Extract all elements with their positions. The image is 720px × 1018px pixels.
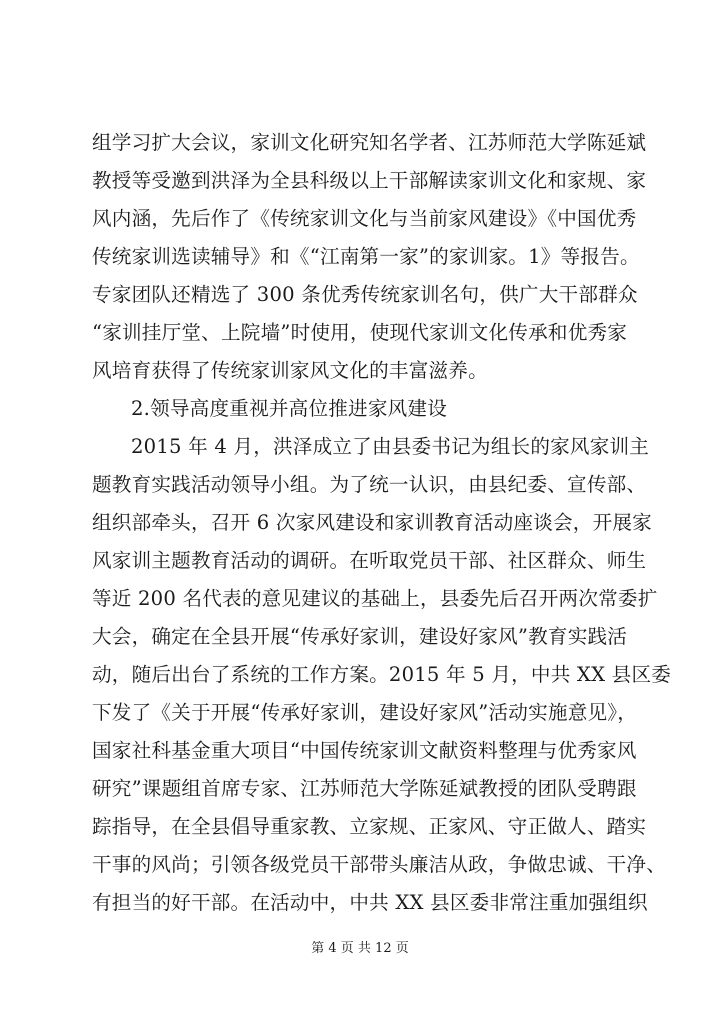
paragraph-line: 有担当的好干部。在活动中，中共 XX 县区委非常注重加强组织 [92, 891, 648, 914]
paragraph-line: 传统家训选读辅导》和《“江南第一家”的家训家。1》等报告。 [92, 245, 640, 268]
paragraph-line: 干事的风尚；引领各级党员干部带头廉洁从政，争做忠诚、干净、 [92, 853, 667, 876]
paragraph-line: 风家训主题教育活动的调研。在听取党员干部、社区群众、师生 [92, 549, 647, 572]
paragraph-line: 风内涵，先后作了《传统家训文化与当前家风建设》《中国优秀 [92, 207, 637, 230]
paragraph-line: 题教育实践活动领导小组。为了统一认识，由县纪委、宣传部、 [92, 473, 647, 496]
paragraph-line: 组学习扩大会议，家训文化研究知名学者、江苏师范大学陈延斌 [92, 131, 647, 154]
paragraph-line: 国家社科基金重大项目“中国传统家训文献资料整理与优秀家风 [92, 739, 637, 762]
section-heading: 2.领导高度重视并高位推进家风建设 [131, 397, 448, 420]
paragraph-line: 专家团队还精选了 300 条优秀传统家训名句，供广大干部群众 [92, 283, 638, 306]
paragraph-line: 2015 年 4 月，洪泽成立了由县委书记为组长的家风家训主 [131, 435, 650, 458]
paragraph-line: “家训挂厅堂、上院墙”时使用，使现代家训文化传承和优秀家 [92, 321, 628, 344]
paragraph-line: 风培育获得了传统家训家风文化的丰富滋养。 [92, 359, 488, 382]
paragraph-line: 研究”课题组首席专家、江苏师范大学陈延斌教授的团队受聘跟 [92, 777, 637, 800]
paragraph-line: 动，随后出台了系统的工作方案。2015 年 5 月，中共 XX 县区委 [92, 663, 672, 686]
paragraph-line: 组织部牵头，召开 6 次家风建设和家训教育活动座谈会，开展家 [92, 511, 652, 534]
paragraph-line: 下发了《关于开展“传承好家训，建设好家风”活动实施意见》， [92, 701, 638, 724]
paragraph-line: 教授等受邀到洪泽为全县科级以上干部解读家训文化和家规、家 [92, 169, 647, 192]
paragraph-line: 大会，确定在全县开展“传承好家训，建设好家风”教育实践活 [92, 625, 628, 648]
paragraph-line: 等近 200 名代表的意见建议的基础上，县委先后召开两次常委扩 [92, 587, 658, 610]
paragraph-line: 踪指导，在全县倡导重家教、立家规、正家风、守正做人、踏实 [92, 815, 647, 838]
page-number-footer: 第 4 页 共 12 页 [311, 941, 409, 956]
